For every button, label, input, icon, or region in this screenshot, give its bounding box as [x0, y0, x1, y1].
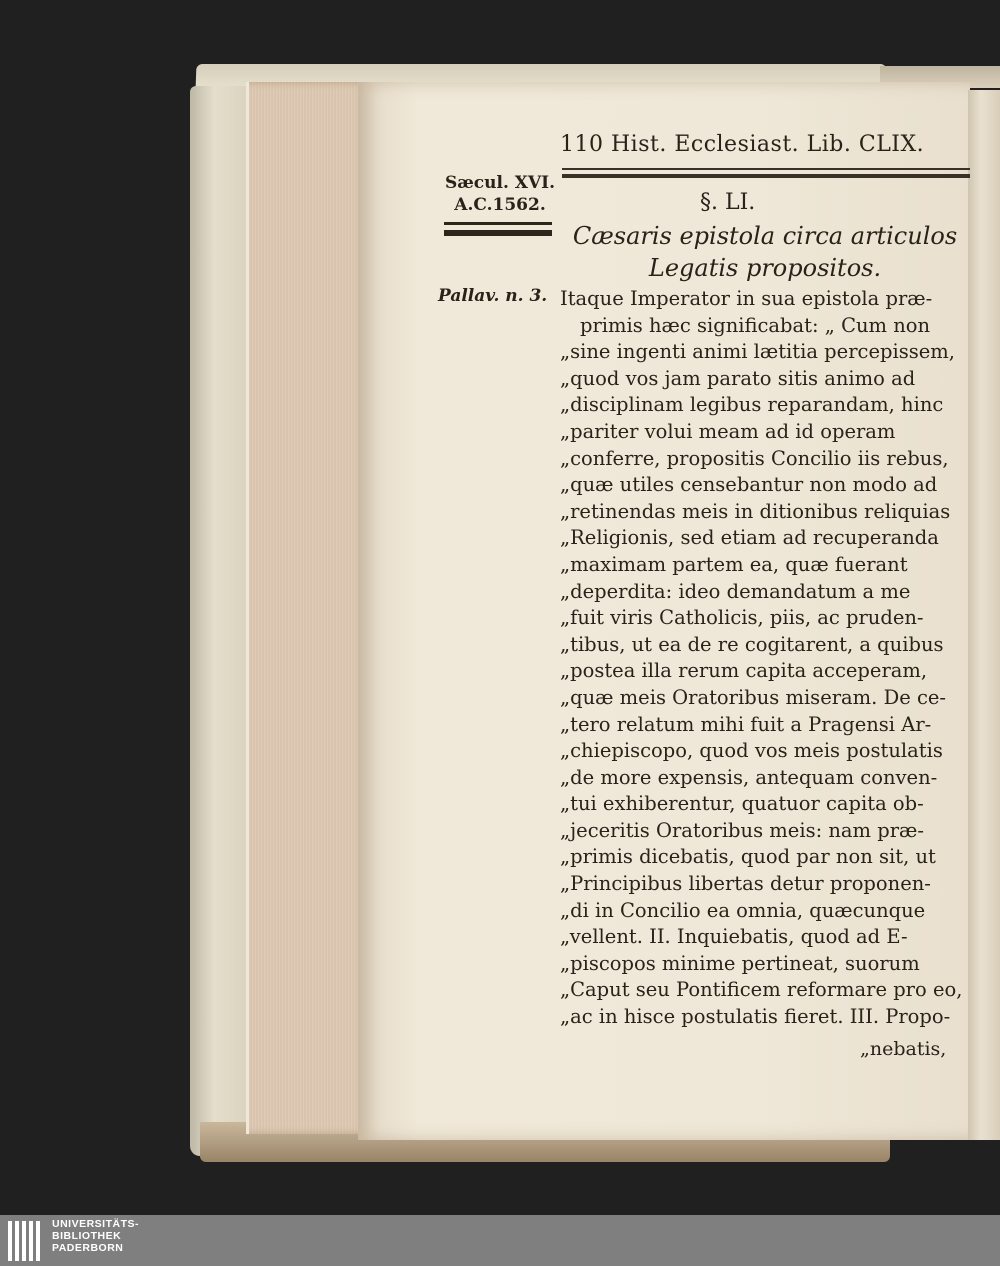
body-line: „conferre, propositis Concilio iis rebus, — [560, 446, 949, 470]
body-line: „piscopos minime pertineat, suorum — [560, 951, 920, 975]
body-line: „quæ meis Oratoribus miseram. De ce- — [560, 685, 946, 709]
margin-note — [440, 172, 560, 216]
body-line: „chiepiscopo, quod vos meis postulatis — [560, 739, 943, 763]
body-line: „Caput seu Pontificem reformare pro eo, — [560, 978, 963, 1002]
margin-note-century: Sæcul. XVI. — [444, 173, 556, 193]
running-head: 110 Hist. Ecclesiast. Lib. CLIX. — [560, 132, 925, 157]
body-text — [560, 286, 970, 1031]
body-line: „ac in hisce postulatis fieret. III. Propo- — [560, 1005, 951, 1029]
body-line: „Religionis, sed etiam ad recuperanda — [560, 526, 939, 550]
library-logo-icon — [8, 1221, 43, 1265]
body-line: „deperdita: ideo demandatum a me — [560, 579, 911, 603]
body-line: Itaque Imperator in sua epistola præ- — [560, 287, 933, 310]
body-line: „di in Concilio ea omnia, quæcunque — [560, 898, 926, 922]
body-line: „pariter volui meam ad id operam — [560, 419, 896, 443]
body-line: „de more expensis, antequam conven- — [560, 765, 938, 789]
head-rule — [562, 168, 970, 170]
body-line: „postea illa rerum capita acceperam, — [560, 659, 928, 683]
head-rule-thick — [562, 174, 970, 178]
body-line: „jeceritis Oratoribus meis: nam præ- — [560, 818, 924, 842]
page-right-edge — [968, 90, 1000, 1140]
body-line: „retinendas meis in ditionibus reliquias — [560, 499, 951, 523]
margin-rule-thick — [444, 230, 552, 236]
library-name-line3: PADERBORN — [52, 1242, 124, 1254]
library-name — [52, 1218, 252, 1254]
library-name-line2: BIBLIOTHEK — [52, 1230, 122, 1242]
body-line: „vellent. II. Inquiebatis, quod ad E- — [560, 925, 908, 949]
body-line: „Principibus libertas detur proponen- — [560, 872, 931, 896]
margin-rule — [444, 222, 552, 225]
margin-note-year: A.C.1562. — [454, 195, 546, 215]
section-number: §. LI. — [700, 190, 756, 215]
body-line: primis hæc significabat: „ Cum non — [580, 313, 931, 337]
body-line: „maximam partem ea, quæ fuerant — [560, 552, 908, 576]
catchword: „nebatis, — [860, 1038, 947, 1060]
body-line: „quæ utiles censebantur non modo ad — [560, 473, 938, 497]
section-title: Cæsaris epistola circa articulos Legatis propositos. — [572, 222, 958, 282]
body-line: „tui exhiberentur, quatuor capita ob- — [560, 792, 924, 816]
body-line: „primis dicebatis, quod par non sit, ut — [560, 845, 936, 869]
page-stack — [246, 82, 369, 1134]
body-line: „disciplinam legibus reparandam, hinc — [560, 393, 944, 417]
margin-reference: Pallav. n. 3. — [438, 286, 548, 306]
body-line: „quod vos jam parato sitis animo ad — [560, 366, 916, 390]
body-line: „sine ingenti animi lætitia percepissem, — [560, 340, 955, 364]
book-cover-left-edge — [190, 86, 250, 1156]
body-line: „tibus, ut ea de re cogitarent, a quibus — [560, 632, 944, 656]
library-name-line1: UNIVERSITÄTS- — [52, 1218, 140, 1230]
body-line: „tero relatum mihi fuit a Pragensi Ar- — [560, 712, 932, 736]
body-line: „fuit viris Catholicis, piis, ac pruden- — [560, 606, 924, 630]
